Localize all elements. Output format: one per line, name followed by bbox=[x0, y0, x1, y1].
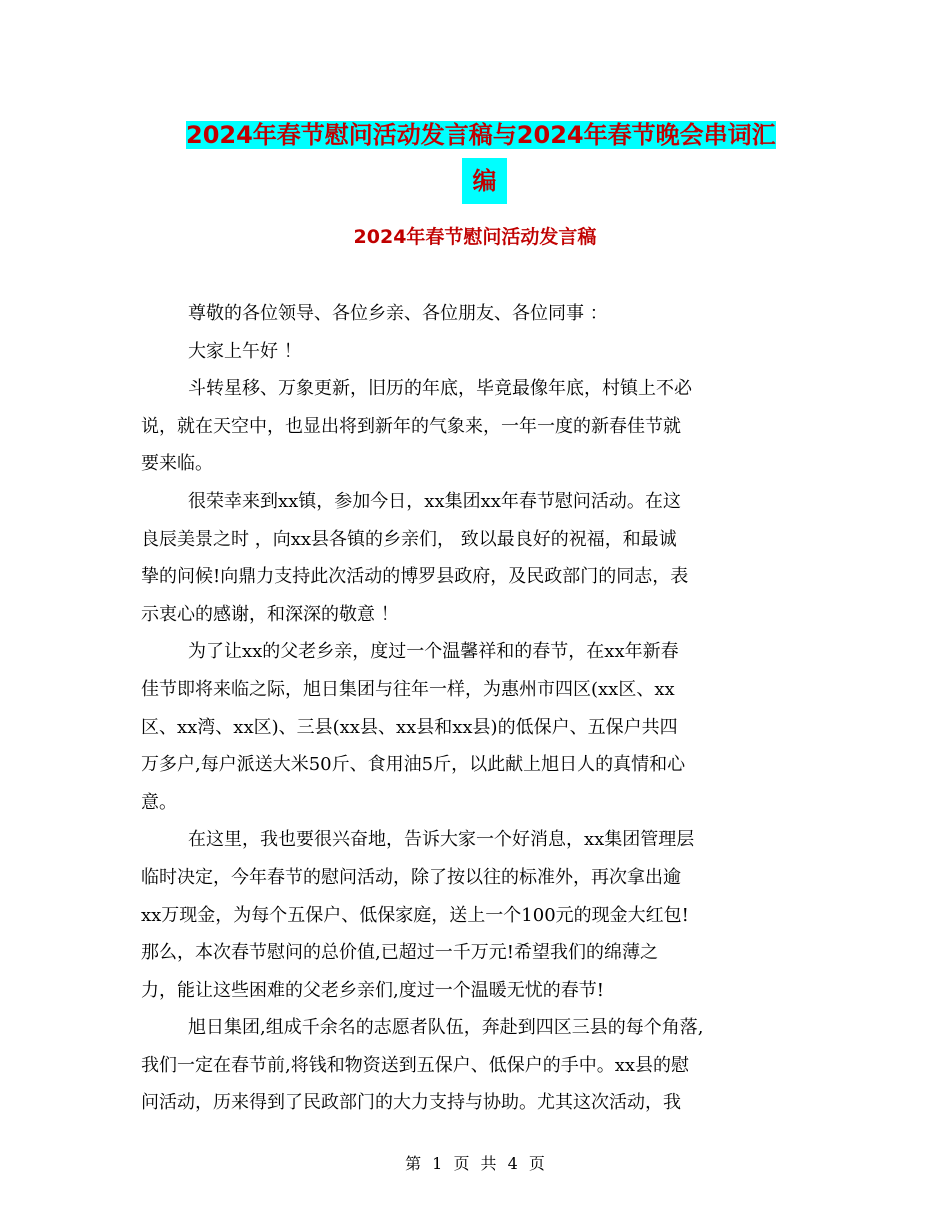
paragraph-line: 说，就在天空中，也显出将到新年的气象来，一年一度的新春佳节就 bbox=[141, 415, 681, 437]
paragraph-line: 旭日集团,组成千余名的志愿者队伍，奔赴到四区三县的每个角落, bbox=[188, 1017, 704, 1039]
document-title-line-2: 编 bbox=[462, 158, 507, 204]
paragraph-line: 万多户,每户派送大米50斤、食用油5斤，以此献上旭日人的真情和心 bbox=[141, 754, 686, 776]
section-heading: 2024年春节慰问活动发言稿 bbox=[353, 226, 597, 248]
salutation-line: 尊敬的各位领导、各位乡亲、各位朋友、各位同事 ： bbox=[188, 303, 608, 324]
paragraph-line: 我们一定在春节前,将钱和物资送到五保户、低保户的手中。xx县的慰 bbox=[141, 1054, 690, 1076]
paragraph-line: 挚的问候!向鼎力支持此次活动的博罗县政府，及民政部门的同志，表 bbox=[141, 566, 689, 588]
paragraph-line: 佳节即将来临之际，旭日集团与往年一样，为惠州市四区(xx区、xx bbox=[141, 678, 675, 700]
paragraph-line: 斗转星移、万象更新，旧历的年底，毕竟最像年底，村镇上不必 bbox=[188, 378, 692, 400]
paragraph-line: 力，能让这些困难的父老乡亲们,度过一个温暖无忧的春节! bbox=[141, 979, 604, 1001]
paragraph-line: 在这里，我也要很兴奋地，告诉大家一个好消息，xx集团管理层 bbox=[188, 829, 695, 851]
page-footer: 第 1 页 共 4 页 bbox=[405, 1154, 545, 1173]
paragraph-line: 要来临。 bbox=[141, 453, 213, 475]
document-title bbox=[186, 112, 816, 204]
document-title-line-1: 2024年春节慰问活动发言稿与2024年春节晚会串词汇 bbox=[186, 121, 776, 149]
paragraph-line: 问活动，历来得到了民政部门的大力支持与协助。尤其这次活动，我 bbox=[141, 1092, 681, 1114]
paragraph-line: 那么，本次春节慰问的总价值,已超过一千万元!希望我们的绵薄之 bbox=[141, 942, 658, 964]
greeting-line: 大家上午好 ！ bbox=[188, 340, 302, 362]
paragraph-line: 临时决定，今年春节的慰问活动，除了按以往的标准外，再次拿出逾 bbox=[141, 866, 681, 888]
paragraph-line: 意。 bbox=[141, 791, 177, 813]
paragraph-line: xx万现金，为每个五保户、低保家庭，送上一个100元的现金大红包! bbox=[141, 904, 689, 926]
paragraph-line: 为了让xx的父老乡亲，度过一个温馨祥和的春节，在xx年新春 bbox=[188, 641, 679, 663]
paragraph-line: 很荣幸来到xx镇，参加今日，xx集团xx年春节慰问活动。在这 bbox=[188, 490, 681, 512]
paragraph-line: 良辰美景之时 ，向xx县各镇的乡亲们， 致以最良好的祝福，和最诚 bbox=[141, 528, 677, 550]
body-text bbox=[141, 295, 821, 1122]
paragraph-line: 区、xx湾、xx区)、三县(xx县、xx县和xx县)的低保户、五保户共四 bbox=[141, 716, 678, 738]
paragraph-line: 示衷心的感谢，和深深的敬意 ！ bbox=[141, 603, 399, 625]
